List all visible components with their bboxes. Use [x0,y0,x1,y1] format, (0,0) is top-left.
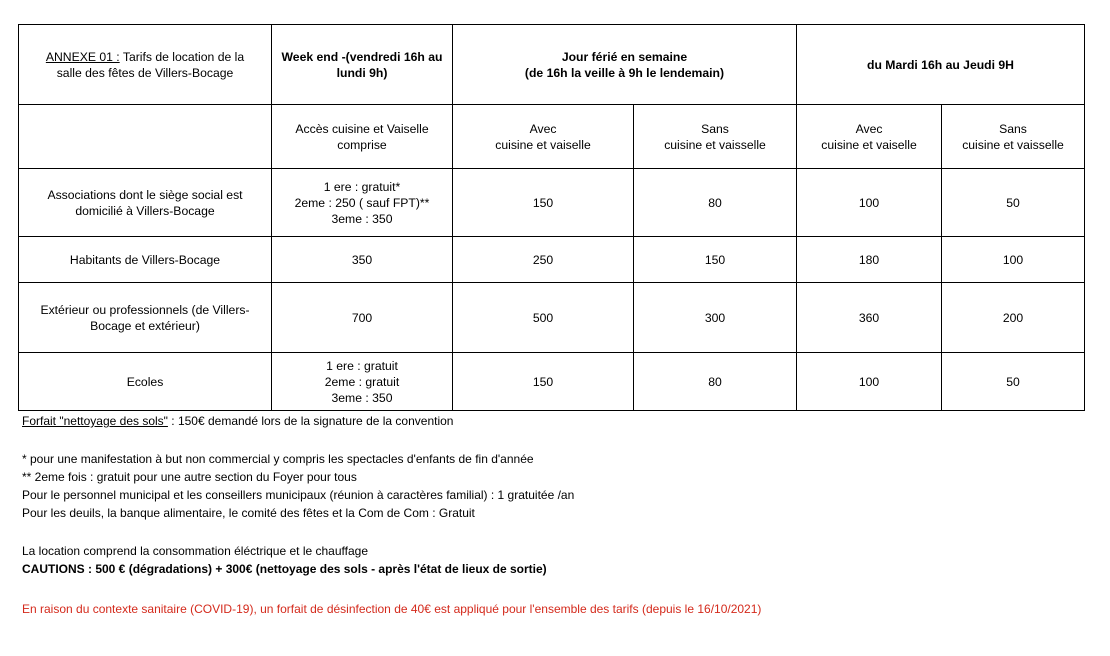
note-line: ** 2eme fois : gratuit pour une autre section du Foyer pour tous [22,470,357,484]
table-row [19,169,1085,237]
note-line: * pour une manifestation à but non commercial y compris les spectacles d'enfants de fin d'année [22,452,534,466]
ferie-avec-rate: 150 [453,169,634,237]
ferie-sans-rate: 80 [634,169,797,237]
row-label: Extérieur ou professionnels (de Villers-Bocage et extérieur) [19,283,272,353]
weekend-rate: 1 ere : gratuit* 2eme : 250 ( sauf FPT)** 3eme : 350 [272,169,453,237]
note-line: Pour le personnel municipal et les conseillers municipaux (réunion à caractères familial) : 1 gratuitée /an [22,488,575,502]
row-label: Habitants de Villers-Bocage [19,237,272,283]
ferie-avec-rate: 150 [453,353,634,411]
sub-weekend: Accès cuisine et Vaiselle comprise [272,105,453,169]
weekend-rate: 350 [272,237,453,283]
note-line: La location comprend la consommation éléctrique et le chauffage [22,544,368,558]
ferie-avec-rate: 500 [453,283,634,353]
annex-label: ANNEXE 01 : [45,49,120,64]
ferie-sans-rate: 80 [634,353,797,411]
header-row [19,25,1085,105]
sub-mardi-avec: Avec cuisine et vaiselle [797,105,942,169]
ferie-sans-rate: 150 [634,237,797,283]
rates-table [18,24,1085,411]
covid-notice: En raison du contexte sanitaire (COVID-19), un forfait de désinfection de 40€ est appliqué pour l'ensemble des tarifs (depuis le 16/10/2021) [22,602,762,616]
spacer [22,430,1102,450]
mardi-avec-rate: 100 [797,353,942,411]
sub-mardi-sans: Sans cuisine et vaisselle [942,105,1085,169]
mardi-avec-rate: 360 [797,283,942,353]
notes-section [22,412,1102,618]
mardi-avec-rate: 100 [797,169,942,237]
annex-title: Tarifs de location de la salle des fêtes de Villers-Bocage [56,49,245,80]
spacer [22,578,1102,600]
sub-ferie-sans: Sans cuisine et vaisselle [634,105,797,169]
annex-title-cell [19,25,272,105]
col-jour-ferie-header: Jour férié en semaine (de 16h la veille à 9h le lendemain) [453,25,797,105]
subheader-row [19,105,1085,169]
spacer [22,522,1102,542]
weekend-rate: 700 [272,283,453,353]
empty-cell [19,105,272,169]
sub-ferie-avec: Avec cuisine et vaiselle [453,105,634,169]
note-line: Pour les deuils, la banque alimentaire, le comité des fêtes et la Com de Com : Gratuit [22,506,475,520]
table-row [19,283,1085,353]
ferie-sans-rate: 300 [634,283,797,353]
weekend-rate: 1 ere : gratuit 2eme : gratuit 3eme : 350 [272,353,453,411]
forfait-text: : 150€ demandé lors de la signature de la convention [167,414,454,428]
col-weekend-header: Week end -(vendredi 16h au lundi 9h) [272,25,453,105]
mardi-sans-rate: 100 [942,237,1085,283]
table-row [19,353,1085,411]
forfait-line [22,412,1102,430]
mardi-sans-rate: 200 [942,283,1085,353]
forfait-label: Forfait "nettoyage des sols" [22,414,168,428]
col-mardi-header: du Mardi 16h au Jeudi 9H [797,25,1085,105]
table-row [19,237,1085,283]
row-label: Associations dont le siège social est domicilié à Villers-Bocage [19,169,272,237]
mardi-sans-rate: 50 [942,169,1085,237]
ferie-avec-rate: 250 [453,237,634,283]
cautions-line: CAUTIONS : 500 € (dégradations) + 300€ (nettoyage des sols - après l'état de lieux de sortie) [22,562,547,576]
row-label: Ecoles [19,353,272,411]
mardi-avec-rate: 180 [797,237,942,283]
mardi-sans-rate: 50 [942,353,1085,411]
